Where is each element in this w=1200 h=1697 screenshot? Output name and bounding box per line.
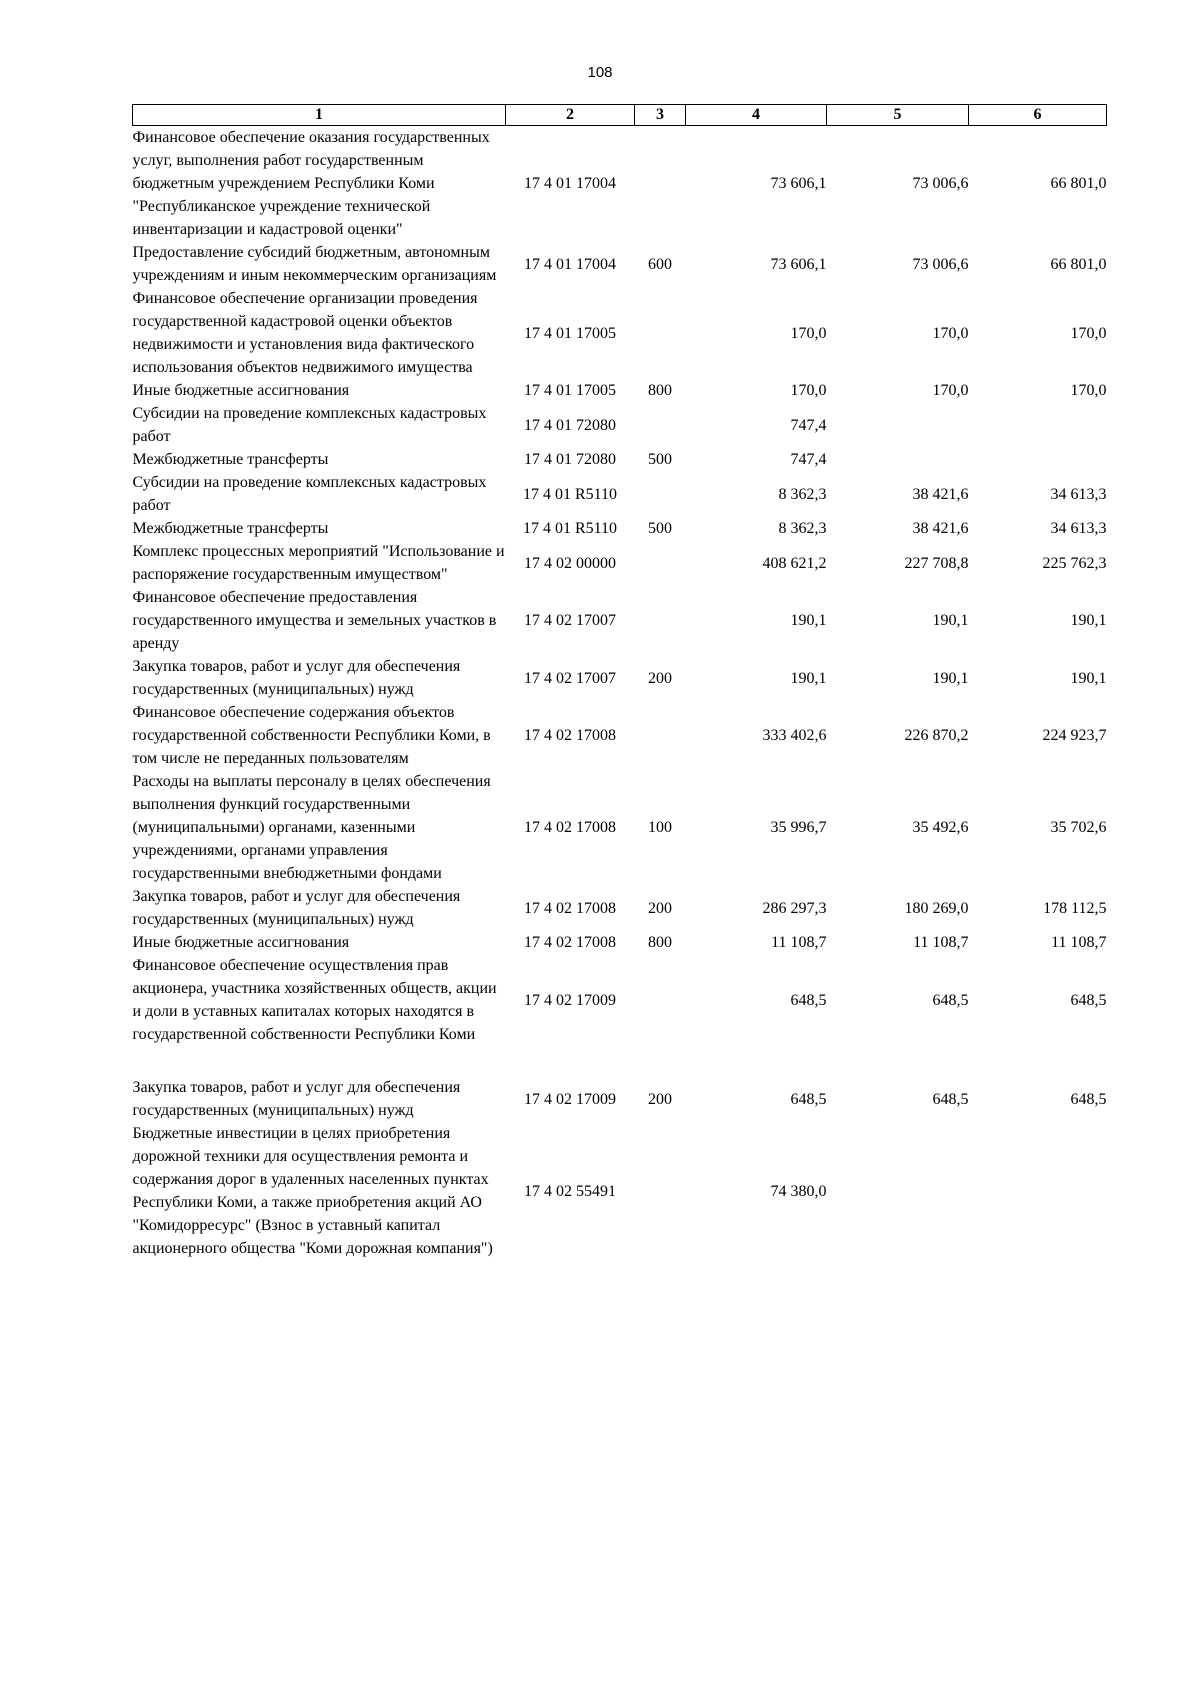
row-value-col6: 170,0 [1070,382,1107,399]
table-row [133,402,1107,448]
row-value-col6: 170,0 [1070,324,1107,342]
row-code: 17 4 02 55491 [524,1182,616,1200]
row-code: 17 4 02 17007 [524,612,616,629]
column-header-4: 4 [686,105,827,126]
row-value-col4: 747,4 [790,416,827,434]
row-value-col5: 180 269,0 [904,899,969,917]
table-row [133,655,1107,701]
row-value-col5: 190,1 [932,612,969,629]
row-value-col4: 8 362,3 [778,520,827,537]
table-row [133,770,1107,885]
row-name: Субсидии на проведение комплексных кадастровых работ [132,474,487,514]
row-value-col6 [969,448,1107,471]
table-spacer-row [133,1046,1107,1076]
row-name: Предоставление субсидий бюджетным, автономным учреждениям и иным некоммерческим организациям [132,244,497,284]
row-value-col6: 34 613,3 [1050,485,1107,503]
table-row [133,448,1107,471]
column-header-1: 1 [133,105,506,126]
row-value-col6 [969,402,1107,448]
row-value-col6: 224 923,7 [1042,727,1107,744]
row-code: 17 4 02 17008 [524,934,616,951]
row-code: 17 4 01 72080 [524,416,616,434]
row-expense-type: 200 [648,899,672,917]
row-value-col5: 227 708,8 [904,554,969,572]
row-value-col4: 747,4 [790,451,827,468]
row-expense-type: 100 [648,819,672,836]
table-row [133,931,1107,954]
table-body [133,126,1107,1261]
row-expense-type [635,586,686,655]
row-value-col6: 225 762,3 [1042,554,1107,572]
row-value-col4: 286 297,3 [762,899,827,917]
row-expense-type [635,402,686,448]
table-header [133,105,1107,126]
row-name: Межбюджетные трансферты [132,520,329,537]
row-code: 17 4 02 17007 [524,669,616,687]
row-expense-type: 200 [648,1090,672,1108]
row-value-col5: 35 492,6 [912,819,969,836]
row-name: Межбюджетные трансферты [132,451,329,468]
row-code: 17 4 02 17009 [524,991,616,1009]
row-value-col6: 11 108,7 [1051,934,1107,951]
table-row [133,1076,1107,1122]
row-value-col6: 66 801,0 [1050,255,1107,273]
row-value-col4: 333 402,6 [762,727,827,744]
row-name: Финансовое обеспечение организации проведения государственной кадастровой оценки объектов недвижимости и установления вида фактического использования объектов недвижимого имущества [132,290,478,376]
row-value-col5: 226 870,2 [904,727,969,744]
row-code: 17 4 02 00000 [524,554,616,572]
table-row [133,126,1107,242]
row-value-col4: 8 362,3 [778,485,827,503]
row-expense-type [635,1122,686,1260]
row-code: 17 4 02 17008 [524,899,616,917]
row-value-col5: 170,0 [932,324,969,342]
header-row [133,105,1107,126]
row-expense-type: 500 [648,451,672,468]
row-name: Закупка товаров, работ и услуг для обеспечения государственных (муниципальных) нужд [132,1079,461,1119]
row-value-col6: 190,1 [1070,669,1107,687]
row-expense-type [635,701,686,770]
row-value-col4: 170,0 [790,382,827,399]
row-value-col6 [969,1122,1107,1260]
row-expense-type [635,126,686,242]
row-expense-type: 800 [648,382,672,399]
row-name: Иные бюджетные ассигнования [132,382,350,399]
row-code: 17 4 01 R5110 [522,485,618,503]
row-name: Финансовое обеспечение осуществления прав акционера, участника хозяйственных обществ, акции и доли в уставных капиталах которых находятся в государственной собственности Республики Коми [132,957,497,1043]
page-number: 108 [587,64,613,81]
column-header-6: 6 [969,105,1107,126]
row-value-col4: 190,1 [790,669,827,687]
row-value-col4: 170,0 [790,324,827,342]
row-name: Финансовое обеспечение оказания государственных услуг, выполнения работ государственным бюджетным учреждением Республики Коми "Республиканское учреждение технической инвентаризации и кадастровой оценки" [132,129,490,238]
row-name: Расходы на выплаты персоналу в целях обеспечения выполнения функций государственными (муниципальными) органами, казенными учреждениями, органами управления государственными внебюджетными фондами [132,773,491,882]
row-value-col5: 73 006,6 [912,175,969,192]
row-code: 17 4 01 17004 [524,175,616,192]
row-value-col5: 170,0 [932,382,969,399]
row-value-col4: 35 996,7 [770,819,827,836]
row-value-col5 [827,1122,969,1260]
row-code: 17 4 01 72080 [524,451,616,468]
row-code: 17 4 01 R5110 [522,520,618,537]
row-value-col5: 648,5 [932,1090,969,1108]
row-name: Закупка товаров, работ и услуг для обеспечения государственных (муниципальных) нужд [132,658,461,698]
row-code: 17 4 01 17005 [524,324,616,342]
row-value-col4: 648,5 [790,1090,827,1108]
table-row [133,471,1107,517]
row-expense-type: 200 [648,669,672,687]
row-value-col5 [827,402,969,448]
row-value-col6: 34 613,3 [1050,520,1107,537]
row-expense-type [635,540,686,586]
row-name: Субсидии на проведение комплексных кадастровых работ [132,405,487,445]
row-expense-type [635,287,686,379]
table-row [133,954,1107,1046]
table-row [133,287,1107,379]
row-name: Иные бюджетные ассигнования [132,934,350,951]
table-row [133,701,1107,770]
row-code: 17 4 02 17008 [524,727,616,744]
table-row [133,241,1107,287]
row-value-col4: 74 380,0 [770,1182,827,1200]
row-value-col5: 648,5 [932,991,969,1009]
table-row [133,1122,1107,1260]
row-code: 17 4 01 17005 [524,382,616,399]
table-row [133,379,1107,402]
row-value-col5: 73 006,6 [912,255,969,273]
row-code: 17 4 02 17008 [524,819,616,836]
row-value-col6: 178 112,5 [1043,899,1107,917]
table-row [133,540,1107,586]
row-value-col4: 190,1 [790,612,827,629]
row-value-col5 [827,448,969,471]
row-value-col6: 648,5 [1070,1090,1107,1108]
column-header-5: 5 [827,105,969,126]
row-value-col6: 190,1 [1070,612,1107,629]
row-value-col5: 190,1 [932,669,969,687]
column-header-3: 3 [635,105,686,126]
table-row [133,517,1107,540]
row-name: Закупка товаров, работ и услуг для обеспечения государственных (муниципальных) нужд [132,888,461,928]
row-value-col5: 11 108,7 [913,934,969,951]
row-code: 17 4 01 17004 [524,255,616,273]
row-value-col6: 35 702,6 [1050,819,1107,836]
row-value-col4: 11 108,7 [771,934,827,951]
spacer-cell [133,1046,1107,1076]
row-expense-type: 600 [648,255,672,273]
row-value-col4: 73 606,1 [770,255,827,273]
row-value-col4: 648,5 [790,991,827,1009]
row-expense-type: 500 [648,520,672,537]
row-value-col5: 38 421,6 [912,520,969,537]
row-name: Финансовое обеспечение предоставления государственного имущества и земельных участков в аренду [132,589,497,652]
row-value-col4: 408 621,2 [762,554,827,572]
column-header-2: 2 [506,105,635,126]
row-name: Комплекс процессных мероприятий "Использование и распоряжение государственным имуществом" [132,543,505,583]
row-value-col4: 73 606,1 [770,175,827,192]
row-expense-type [635,954,686,1046]
row-value-col6: 648,5 [1070,991,1107,1009]
row-expense-type: 800 [648,934,672,951]
table-row [133,885,1107,931]
row-value-col5: 38 421,6 [912,485,969,503]
row-expense-type [635,471,686,517]
budget-table [132,104,1107,1260]
table-row [133,586,1107,655]
row-value-col6: 66 801,0 [1050,175,1107,192]
row-name: Бюджетные инвестиции в целях приобретения дорожной техники для осуществления ремонта и содержания дорог в удаленных населенных пунктах Республики Коми, а также приобретения акций АО "Комидорресурс" (Взнос в уставный капитал акционерного общества "Коми дорожная компания") [132,1125,493,1257]
row-code: 17 4 02 17009 [524,1090,616,1108]
row-name: Финансовое обеспечение содержания объектов государственной собственности Республики Коми, в том числе не переданных пользователям [132,704,491,767]
